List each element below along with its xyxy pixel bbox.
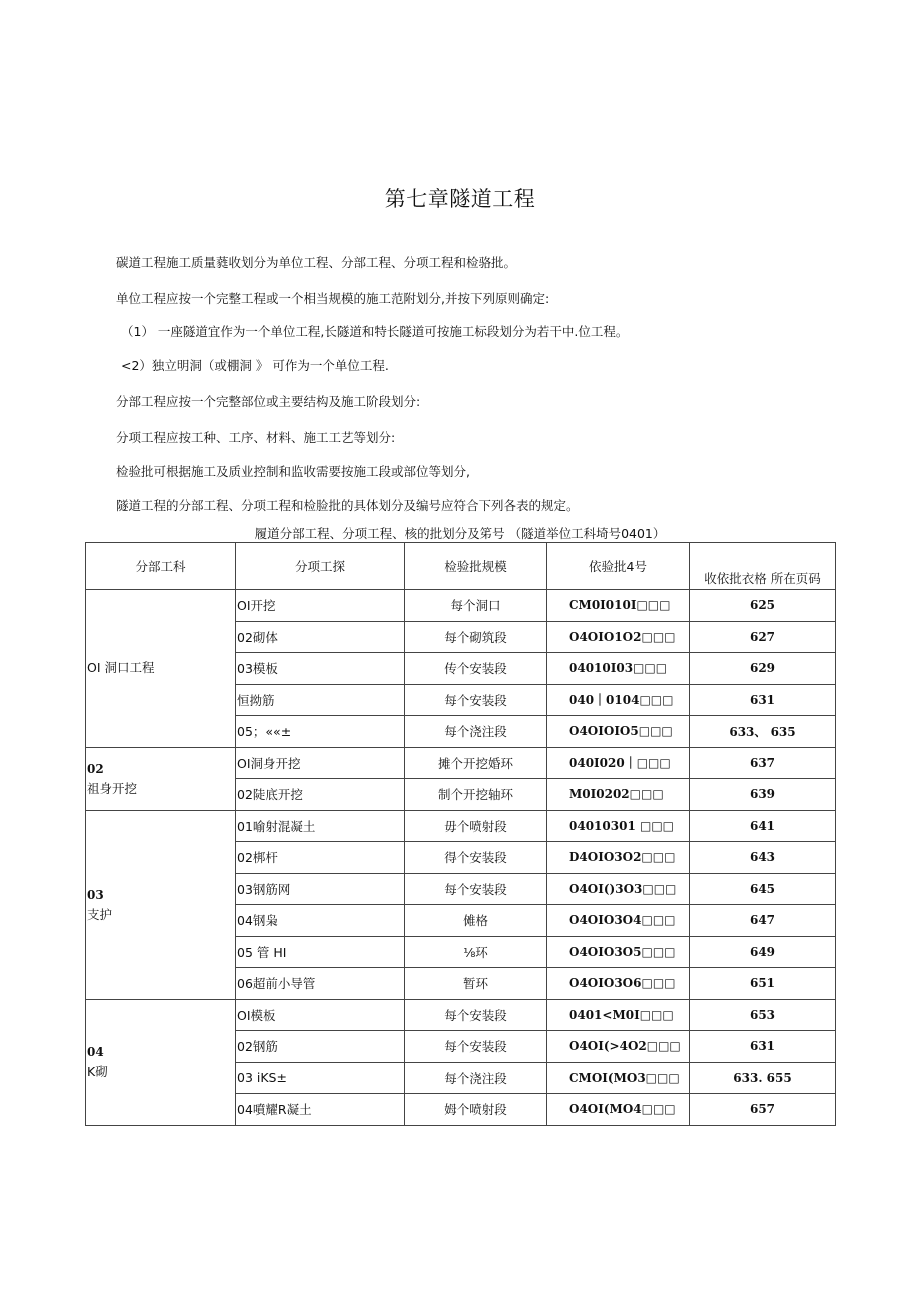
table-row [86,999,836,1031]
division-label: 支护 [87,906,113,922]
item-cell: 02钢筋 [236,1031,405,1063]
page-cell: 629 [690,653,836,685]
code-cell: D4OIO3O2□□□ [547,842,690,874]
page-cell: 647 [690,905,836,937]
page-cell: 625 [690,590,836,622]
table-row [86,590,836,622]
header-page: 收依批衣格 所在页码 [690,543,836,590]
item-cell: 05；««± [236,716,405,748]
item-cell: OI开挖 [236,590,405,622]
item-cell: 03 iKS± [236,1062,405,1094]
header-scale: 检验批规模 [405,543,547,590]
item-cell: OI模板 [236,999,405,1031]
item-cell: 恒拗筋 [236,684,405,716]
division-cell [86,810,236,999]
scale-cell: 每个浇注段 [405,1062,547,1094]
scale-cell: 傩格 [405,905,547,937]
item-cell: 04钢枭 [236,905,405,937]
division-cell [86,747,236,810]
table-header-row [86,543,836,590]
page-cell: 643 [690,842,836,874]
scale-cell: 每个安装段 [405,999,547,1031]
page-cell: 639 [690,779,836,811]
division-cell [86,590,236,748]
division-label: 祖身开挖 [87,780,138,796]
division-label: K砌 [87,1064,108,1079]
batch-rule: 检验批可根据施工及质业控制和监收需要按施工段或部位等划分, [116,464,470,479]
code-cell: CM0I010I□□□ [547,590,690,622]
table-row [86,810,836,842]
page-cell: 651 [690,968,836,1000]
page-cell: 633. 655 [690,1062,836,1094]
page-cell: 653 [690,999,836,1031]
code-cell: 040｜0104□□□ [547,684,690,716]
scale-cell: 毋个喷射段 [405,810,547,842]
item-cell: 05 管 HI [236,936,405,968]
code-cell: O4OIO3O4□□□ [547,905,690,937]
intro-paragraph: 碳道工程施工质量蕤收划分为单位工程、分部工程、分项工程和检骆批。 [116,255,517,270]
code-cell: O4OI(MO4□□□ [547,1094,690,1126]
page-cell: 645 [690,873,836,905]
item-cell: 02陡底开挖 [236,779,405,811]
table-row [86,747,836,779]
scale-cell: 得个安装段 [405,842,547,874]
division-rule: 分部工程应按一个完整部位或主要结构及施工阶段划分: [116,394,421,409]
rule-item-1: （1） 一座隧道宜作为一个单位工程,长隧道和特长隧道可按施工标段划分为若干中.位工程。 [121,324,629,339]
scale-cell: 每个安装段 [405,684,547,716]
item-cell: 02砌体 [236,621,405,653]
scale-cell: 制个开挖轴环 [405,779,547,811]
code-cell: O4OIOIO5□□□ [547,716,690,748]
code-cell: O4OI(>4O2□□□ [547,1031,690,1063]
page-cell: 641 [690,810,836,842]
page-cell: 631 [690,1031,836,1063]
division-cell [86,999,236,1125]
rule-item-2: <2）独立明洞（或棚洞 》 可作为一个单位工程. [121,358,389,373]
page-cell: 631 [690,684,836,716]
scale-cell: 摊个开挖婚环 [405,747,547,779]
table-intro: 隧道工程的分部工程、分项工程和检脸批的具体划分及编号应符合下列各表的规定。 [116,498,579,513]
code-cell: 04010301 □□□ [547,810,690,842]
code-cell: O4OIO1O2□□□ [547,621,690,653]
scale-cell: 每个洞口 [405,590,547,622]
scale-cell: 姆个喷射段 [405,1094,547,1126]
item-cell: OI洞身开挖 [236,747,405,779]
header-code: 依验批4号 [547,543,690,590]
scale-cell: ⅛环 [405,936,547,968]
page-cell: 627 [690,621,836,653]
code-cell: O4OI()3O3□□□ [547,873,690,905]
item-cell: 04噴耀R凝土 [236,1094,405,1126]
division-label: 02 [87,761,104,776]
scale-cell: 传个安装段 [405,653,547,685]
item-rule: 分项工程应按工种、工序、材料、施工工艺等划分: [116,430,396,445]
scale-cell: 每个安装段 [405,1031,547,1063]
code-cell: M0I0202□□□ [547,779,690,811]
page-cell: 657 [690,1094,836,1126]
scale-cell: 每个安装段 [405,873,547,905]
division-label: OI 洞口工程 [87,660,155,676]
scale-cell: 每个浇注段 [405,716,547,748]
division-label: 03 [87,887,104,902]
page-cell: 637 [690,747,836,779]
unit-project-rule: 单位工程应按一个完整工程或一个相当规模的施工范附划分,并按下列原则确定: [116,291,550,306]
item-cell: 03钢筋网 [236,873,405,905]
scale-cell: 暂环 [405,968,547,1000]
item-cell: 01喻射混凝土 [236,810,405,842]
code-cell: 040I020｜□□□ [547,747,690,779]
division-table [85,542,836,1126]
item-cell: 06超前小导管 [236,968,405,1000]
table-caption: 履道分部工程、分项工程、核的批划分及笫号 （隧道举位工科埼号0401） [254,526,666,541]
scale-cell: 每个砌筑段 [405,621,547,653]
page-cell: 649 [690,936,836,968]
code-cell: O4OIO3O5□□□ [547,936,690,968]
item-cell: 02梆杆 [236,842,405,874]
page-cell: 633、 635 [690,716,836,748]
division-label: 04 [87,1045,104,1059]
table-body [86,590,836,1126]
header-item: 分项工探 [236,543,405,590]
code-cell: O4OIO3O6□□□ [547,968,690,1000]
code-cell: 0401<M0I□□□ [547,999,690,1031]
item-cell: 03模板 [236,653,405,685]
code-cell: 04010I03□□□ [547,653,690,685]
header-division: 分部工科 [86,543,236,590]
code-cell: CMOI(MO3□□□ [547,1062,690,1094]
page-title: 第七章隧道工程 [384,187,536,211]
